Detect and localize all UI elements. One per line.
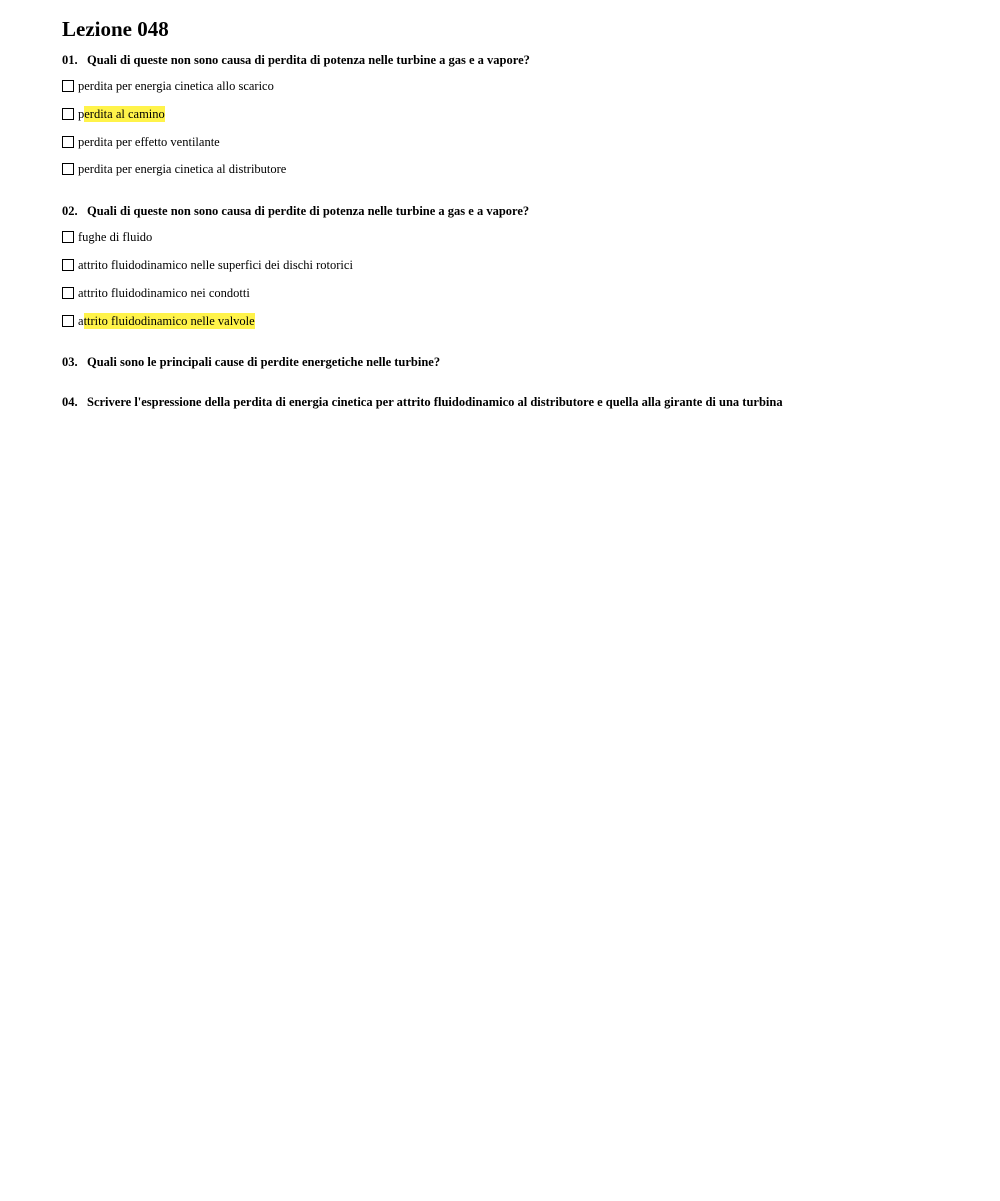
- answer-option: [62, 78, 274, 94]
- answer-text: attrito fluidodinamico nei condotti: [78, 286, 250, 300]
- question-number: 04.: [62, 395, 78, 409]
- highlighted-answer-text: erdita al camino: [84, 107, 165, 121]
- answer-option: [62, 313, 255, 329]
- question-04: [62, 394, 783, 410]
- answer-checkbox[interactable]: [62, 315, 74, 327]
- highlighted-answer-text: ttrito fluidodinamico nelle valvole: [83, 314, 255, 328]
- answer-text: perdita per energia cinetica al distributore: [78, 162, 287, 176]
- question-text: Scrivere l'espressione della perdita di energia cinetica per attrito fluidodinamico al distributore e quella alla girante di una turbina: [87, 395, 783, 409]
- question-number: 01.: [62, 53, 78, 67]
- answer-checkbox[interactable]: [62, 231, 74, 243]
- answer-option: [62, 229, 152, 245]
- answer-checkbox[interactable]: [62, 108, 74, 120]
- answer-option: [62, 134, 220, 150]
- answer-option: [62, 257, 353, 273]
- answer-option: [62, 285, 250, 301]
- answer-option: [62, 106, 165, 122]
- question-text: Quali sono le principali cause di perdite energetiche nelle turbine?: [87, 355, 441, 369]
- answer-text: fughe di fluido: [78, 230, 153, 244]
- question-03: [62, 354, 440, 370]
- answer-text: a: [78, 314, 84, 328]
- answer-checkbox[interactable]: [62, 136, 74, 148]
- answer-text: perdita per effetto ventilante: [78, 135, 220, 149]
- answer-checkbox[interactable]: [62, 163, 74, 175]
- answer-text: attrito fluidodinamico nelle superfici dei dischi rotorici: [78, 258, 353, 272]
- page-title: Lezione 048: [62, 17, 169, 41]
- answer-text: p: [78, 107, 85, 121]
- question-text: Quali di queste non sono causa di perdita di potenza nelle turbine a gas e a vapore?: [87, 53, 530, 67]
- answer-text: perdita per energia cinetica allo scarico: [78, 79, 274, 93]
- question-number: 02.: [62, 204, 78, 218]
- answer-checkbox[interactable]: [62, 80, 74, 92]
- answer-option: [62, 161, 286, 177]
- answer-checkbox[interactable]: [62, 259, 74, 271]
- question-02: [62, 203, 529, 219]
- question-number: 03.: [62, 355, 78, 369]
- question-text: Quali di queste non sono causa di perdite di potenza nelle turbine a gas e a vapore?: [87, 204, 530, 218]
- question-01: [62, 52, 530, 68]
- answer-checkbox[interactable]: [62, 287, 74, 299]
